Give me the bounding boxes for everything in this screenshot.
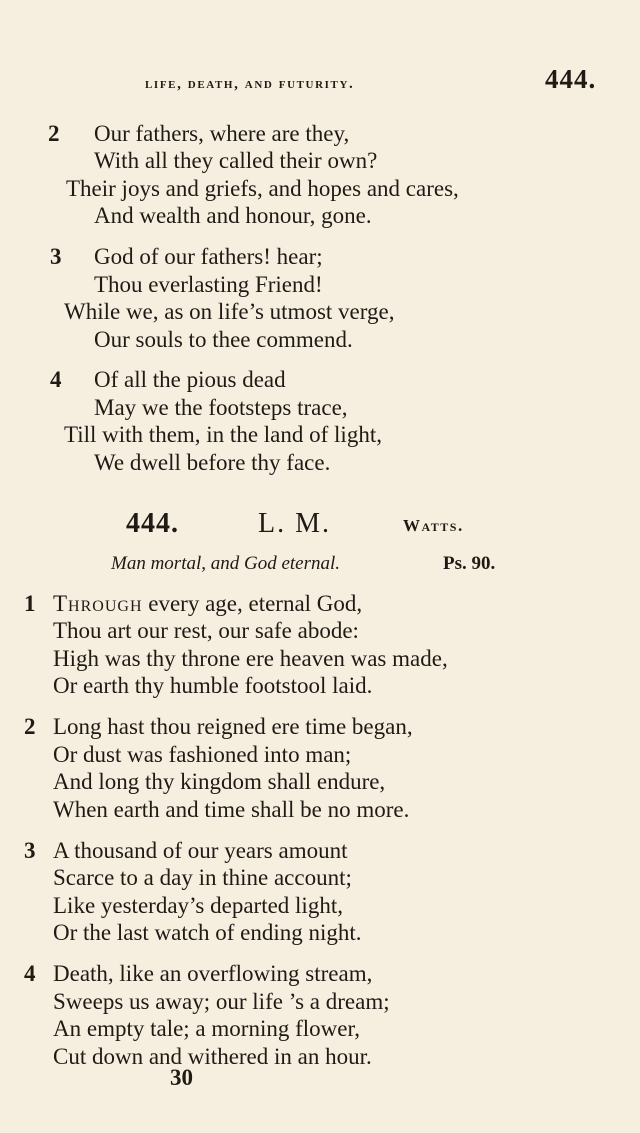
- verse-line: Thou art our rest, our safe abode:: [53, 618, 359, 643]
- page-number: 444.: [545, 64, 597, 94]
- verse-line: We dwell before thy face.: [94, 450, 331, 475]
- verse-line: And long thy kingdom shall endure,: [53, 769, 386, 794]
- stanza-number: 1: [24, 591, 36, 616]
- verse-line: Cut down and withered in an hour.: [53, 1044, 372, 1069]
- verse-line: And wealth and honour, gone.: [94, 203, 372, 228]
- hymn-number: 444.: [126, 508, 179, 539]
- psalm-reference: Ps. 90.: [443, 553, 496, 574]
- verse-line: Or earth thy humble footstool laid.: [53, 673, 373, 698]
- stanza-number: 2: [24, 714, 36, 739]
- verse-line: While we, as on life’s utmost verge,: [64, 299, 395, 324]
- verse-line: Or dust was fashioned into man;: [53, 742, 352, 767]
- verse-line: Thou everlasting Friend!: [94, 272, 323, 297]
- first-word: Through: [53, 591, 143, 616]
- stanza-number: 4: [24, 961, 36, 986]
- verse-line: Like yesterday’s departed light,: [53, 893, 343, 918]
- hymn-heading: [0, 508, 640, 548]
- verse-line: With all they called their own?: [94, 148, 378, 173]
- stanza-number: 3: [24, 838, 36, 863]
- verse-line: [53, 590, 362, 618]
- verse-line: An empty tale; a morning flower,: [53, 1016, 360, 1041]
- signature-mark: 30: [170, 1065, 193, 1090]
- verse-line: A thousand of our years amount: [53, 838, 348, 863]
- verse-line: Death, like an overflowing stream,: [53, 961, 373, 986]
- hymn-author: Watts.: [403, 516, 464, 535]
- verse-line: Of all the pious dead: [94, 367, 286, 392]
- first-line-rest: every age, eternal God,: [142, 591, 363, 616]
- hymn-subtitle: Man mortal, and God eternal.: [111, 553, 341, 574]
- hymn-meter: L. M.: [258, 508, 331, 539]
- stanza-number: 2: [48, 121, 60, 146]
- verse-line: God of our fathers! hear;: [94, 244, 323, 269]
- verse-line: When earth and time shall be no more.: [53, 797, 410, 822]
- verse-line: Scarce to a day in thine account;: [53, 865, 352, 890]
- running-title: life, death, and futurity.: [145, 76, 355, 92]
- stanza-number: 3: [50, 244, 62, 269]
- verse-line: Sweeps us away; our life ’s a dream;: [53, 989, 390, 1014]
- verse-line: Our souls to thee commend.: [94, 327, 353, 352]
- verse-line: Our fathers, where are they,: [94, 121, 350, 146]
- stanza-number: 4: [50, 367, 62, 392]
- verse-line: May we the footsteps trace,: [94, 395, 348, 420]
- verse-line: Long hast thou reigned ere time began,: [53, 714, 413, 739]
- verse-line: Or the last watch of ending night.: [53, 920, 362, 945]
- verse-line: Till with them, in the land of light,: [64, 422, 382, 447]
- page-header: [0, 64, 640, 100]
- verse-line: Their joys and griefs, and hopes and cares,: [66, 176, 459, 201]
- verse-line: High was thy throne ere heaven was made,: [53, 646, 448, 671]
